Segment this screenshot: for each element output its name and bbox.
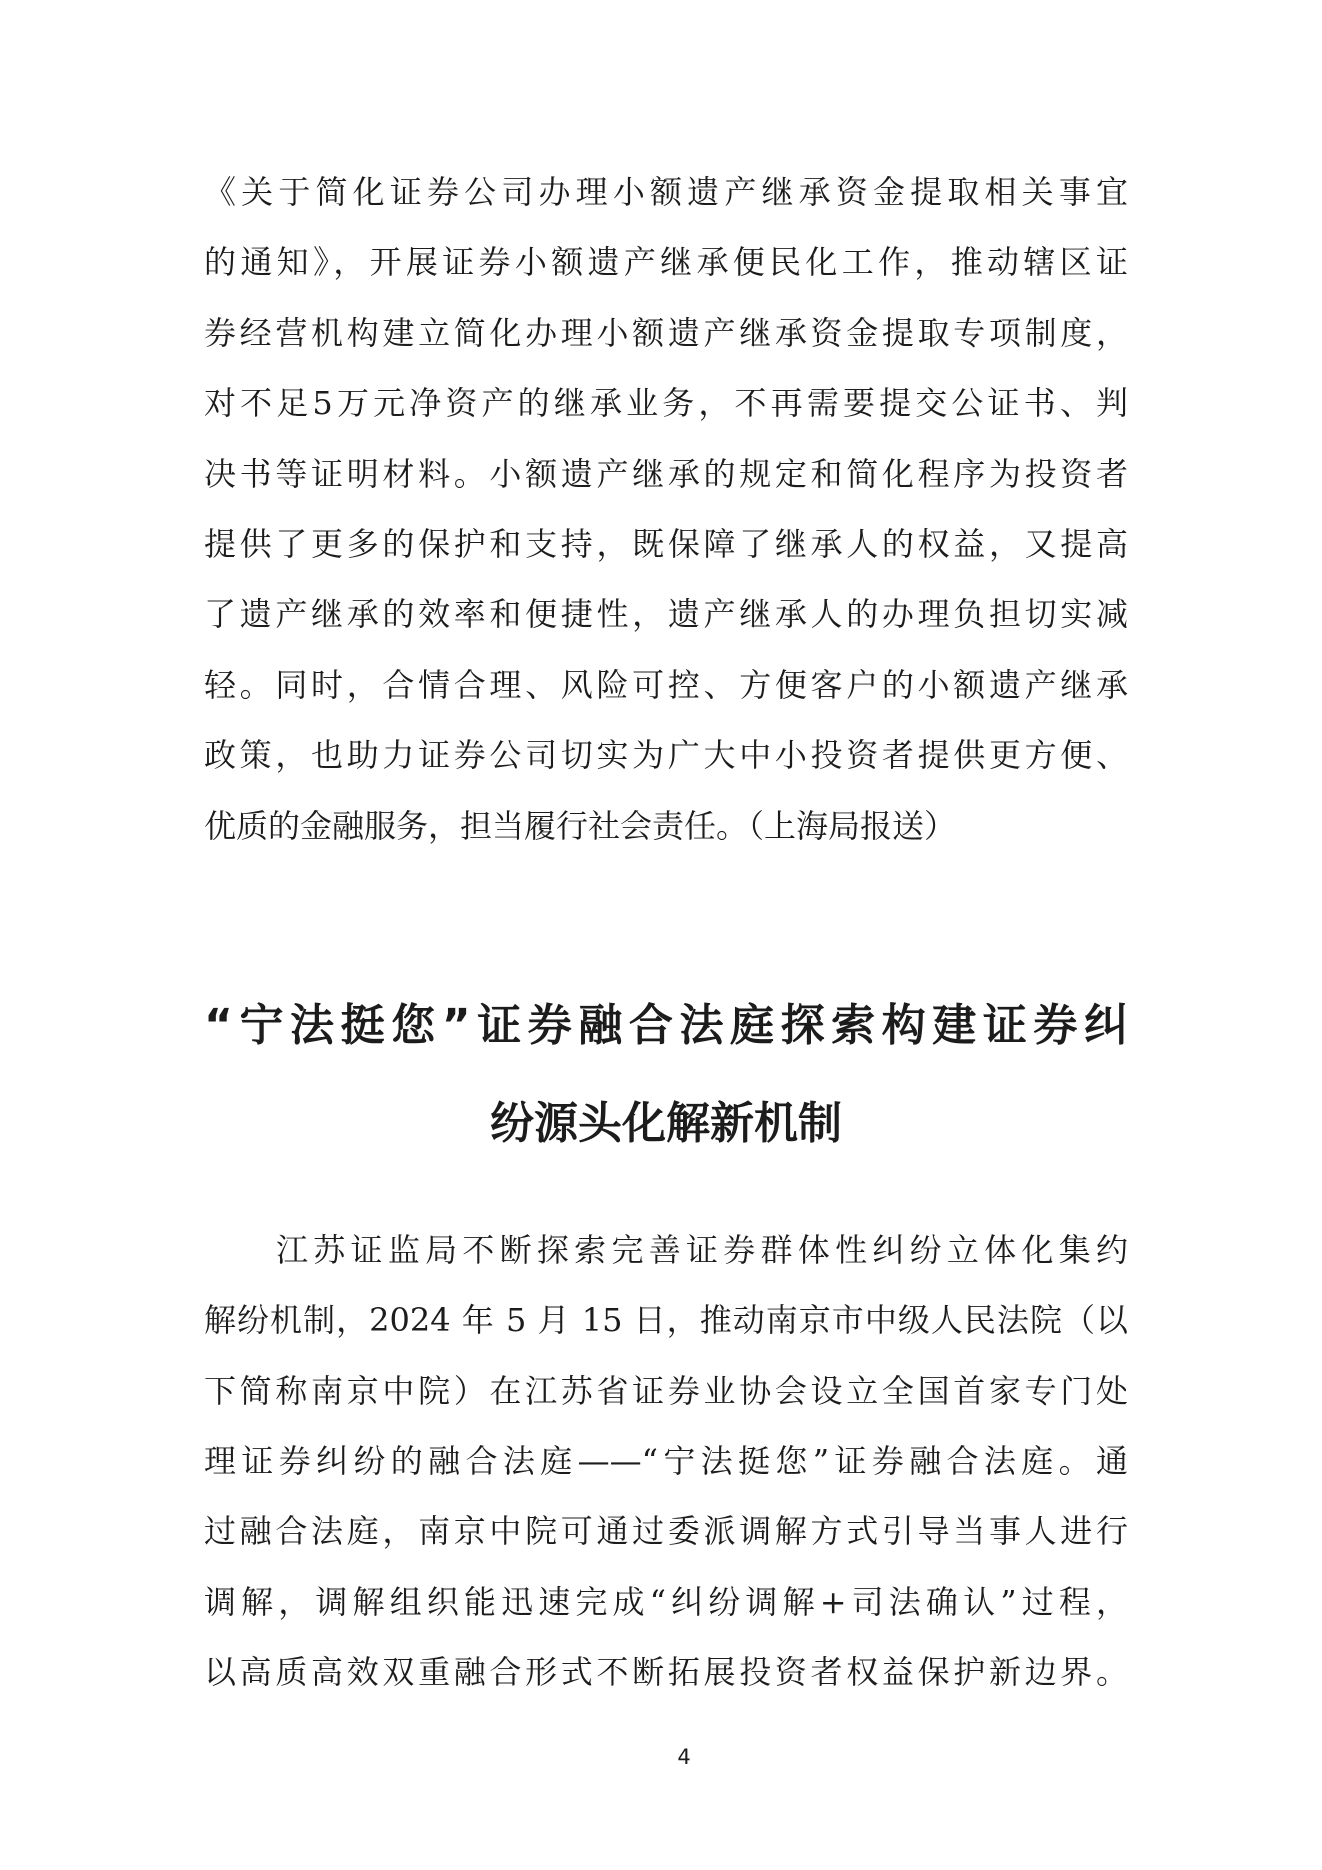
text-line: 过融合法庭，南京中院可通过委派调解方式引导当事人进行 (204, 1512, 1128, 1551)
page-number: 4 (677, 1745, 691, 1769)
text-line: 提供了更多的保护和支持，既保障了继承人的权益，又提高 (204, 524, 1128, 563)
section-heading (204, 977, 1128, 1173)
text-line: 政策，也助力证券公司切实为广大中小投资者提供更方便、 (204, 736, 1128, 775)
text-line: 江苏证监局不断探索完善证券群体性纠纷立体化集约 (276, 1230, 1128, 1269)
text-line: 理证券纠纷的融合法庭——“宁法挺您”证券融合法庭。通 (204, 1442, 1128, 1481)
text-line: 轻。同时，合情合理、风险可控、方便客户的小额遗产继承 (204, 665, 1128, 704)
heading-line: “宁法挺您”证券融合法庭探索构建证券纠 (204, 999, 1128, 1051)
heading-line: 纷源头化解新机制 (490, 1097, 842, 1149)
text-line: 解纷机制，2024 年 5 月 15 日，推动南京市中级人民法院（以 (204, 1301, 1128, 1340)
page-content (204, 157, 1128, 1708)
text-line: 下简称南京中院）在江苏省证券业协会设立全国首家专门处 (204, 1371, 1128, 1410)
text-line: 《关于简化证券公司办理小额遗产继承资金提取相关事宜 (204, 173, 1128, 211)
text-line: 券经营机构建立简化办理小额遗产继承资金提取专项制度， (204, 313, 1128, 352)
text-line: 对不足5万元净资产的继承业务，不再需要提交公证书、判 (204, 384, 1128, 423)
text-line: 决书等证明材料。小额遗产继承的规定和简化程序为投资者 (204, 454, 1128, 493)
paragraph-small-inheritance (204, 157, 1128, 861)
text-line: 调解，调解组织能迅速完成“纠纷调解+司法确认”过程， (204, 1582, 1128, 1621)
text-line: 的通知》，开展证券小额遗产继承便民化工作，推动辖区证 (204, 243, 1128, 282)
text-line: 优质的金融服务，担当履行社会责任。（上海局报送） (204, 806, 957, 845)
paragraph-jiangsu-court (204, 1215, 1128, 1708)
text-line: 以高质高效双重融合形式不断拓展投资者权益保护新边界。 (204, 1653, 1128, 1692)
text-line: 了遗产继承的效率和便捷性，遗产继承人的办理负担切实减 (204, 595, 1128, 634)
